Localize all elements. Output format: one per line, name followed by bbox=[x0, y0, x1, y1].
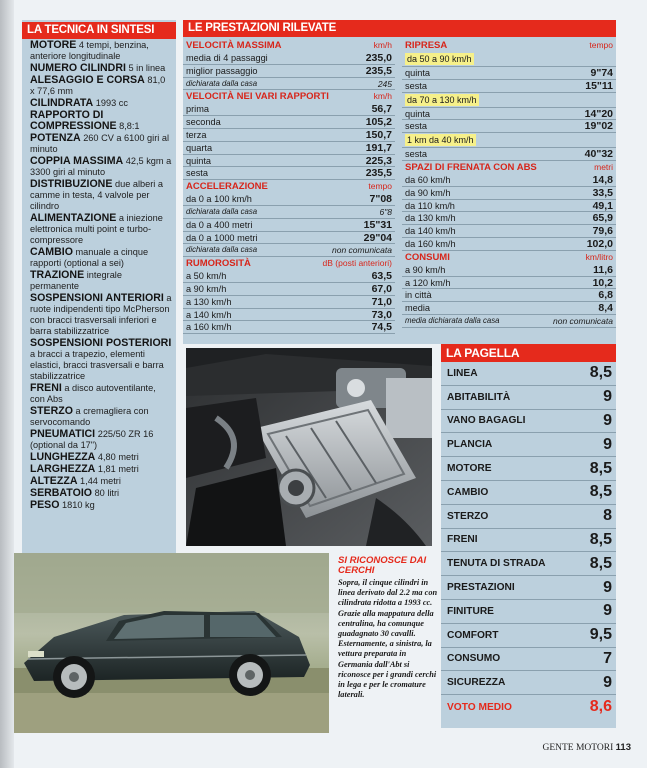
row-label: da 90 km/h bbox=[405, 187, 451, 198]
section-header bbox=[183, 39, 395, 52]
row-value: 6,8 bbox=[598, 289, 613, 302]
data-row bbox=[183, 103, 395, 116]
row-label: quinta bbox=[186, 155, 212, 166]
row-label: seconda bbox=[186, 117, 221, 128]
pagella-label: ABITABILITÀ bbox=[447, 391, 511, 403]
data-row bbox=[183, 65, 395, 78]
row-label: da 160 km/h bbox=[405, 238, 456, 249]
pagella-label: COMFORT bbox=[447, 629, 499, 641]
data-row bbox=[402, 120, 616, 133]
section-title: RIPRESA bbox=[405, 40, 448, 51]
prestazioni-title: LE PRESTAZIONI RILEVATE bbox=[183, 20, 616, 37]
tecnica-panel bbox=[22, 20, 176, 572]
pagella-score: 9 bbox=[603, 435, 612, 453]
row-value: 67,0 bbox=[371, 282, 392, 295]
row-label: da 0 a 400 metri bbox=[186, 219, 253, 230]
row-label: a 90 km/h bbox=[405, 264, 446, 275]
pagella-label: CAMBIO bbox=[447, 486, 489, 498]
spec-value: 8,8:1 bbox=[119, 121, 140, 131]
pagella-score: 8,5 bbox=[589, 554, 612, 572]
spec-value: a cremagliera con servocomando bbox=[30, 406, 149, 427]
row-value: 49,1 bbox=[592, 199, 613, 212]
spec-key: PESO bbox=[30, 499, 60, 511]
pagella-label: PLANCIA bbox=[447, 439, 493, 451]
spec-item bbox=[30, 247, 176, 269]
section-title: VELOCITÀ NEI VARI RAPPORTI bbox=[186, 91, 329, 103]
ripresa-group-label: 1 km da 40 km/h bbox=[407, 135, 474, 146]
spec-key: MOTORE bbox=[30, 39, 77, 51]
caption-title: SI RICONOSCE DAI CERCHI bbox=[338, 555, 427, 576]
spec-item bbox=[30, 500, 176, 511]
voto-medio-row bbox=[441, 695, 616, 719]
section-header bbox=[402, 39, 616, 52]
spec-key: COPPIA MASSIMA bbox=[30, 155, 124, 167]
data-row bbox=[183, 129, 395, 142]
row-value: 10,2 bbox=[592, 276, 613, 289]
spec-key: STERZO bbox=[30, 405, 73, 417]
data-row bbox=[183, 78, 395, 91]
data-row bbox=[183, 321, 395, 334]
spec-key: CILINDRATA bbox=[30, 97, 94, 109]
pagella-score: 9,5 bbox=[589, 626, 612, 644]
pagella-list bbox=[441, 362, 616, 695]
section-title: CONSUMI bbox=[405, 251, 450, 263]
pagella-row bbox=[441, 648, 616, 672]
magazine-name: GENTE MOTORI bbox=[542, 743, 614, 753]
spec-value: 225/50 ZR 16 (optional da 17") bbox=[30, 429, 154, 450]
section-unit: km/litro bbox=[585, 251, 613, 262]
section-header bbox=[183, 90, 395, 103]
pagella-row bbox=[441, 481, 616, 505]
spec-key: SOSPENSIONI ANTERIORI bbox=[30, 292, 164, 304]
tecnica-title: LA TECNICA IN SINTESI bbox=[22, 22, 176, 39]
data-row bbox=[402, 174, 616, 187]
row-value: 9"74 bbox=[590, 67, 613, 79]
pagella-score: 9 bbox=[603, 411, 612, 429]
pagella-score: 8 bbox=[603, 507, 612, 525]
row-value: 71,0 bbox=[371, 295, 392, 308]
row-value: 29"04 bbox=[363, 231, 392, 244]
data-row bbox=[402, 277, 616, 290]
spec-item bbox=[30, 213, 176, 246]
data-row bbox=[183, 206, 395, 219]
pagella-score: 9 bbox=[603, 578, 612, 596]
spec-key: LARGHEZZA bbox=[30, 463, 96, 475]
row-value: 19"02 bbox=[584, 120, 613, 133]
pagella-label: FRENI bbox=[447, 534, 478, 546]
pagella-score: 8,5 bbox=[589, 459, 612, 477]
row-label: quarta bbox=[186, 142, 213, 153]
row-label: da 110 km/h bbox=[405, 200, 455, 211]
section-header bbox=[183, 257, 395, 270]
spec-value: due alberi a camme in testa, 4 valvole per cilindro bbox=[30, 179, 163, 211]
spec-value: manuale a cinque rapporti (optional a sei) bbox=[30, 247, 149, 268]
spec-value: 80 litri bbox=[94, 488, 120, 498]
spec-key: RAPPORTO DI COMPRESSIONE bbox=[30, 109, 117, 132]
row-label: dichiarata dalla casa bbox=[186, 78, 258, 88]
spec-item bbox=[30, 429, 176, 451]
data-row bbox=[183, 219, 395, 232]
row-label: quinta bbox=[405, 68, 431, 78]
row-value: non comunicata bbox=[552, 315, 613, 326]
ripresa-group bbox=[402, 52, 616, 67]
row-value: 33,5 bbox=[592, 186, 613, 199]
pagella-score: 8,5 bbox=[589, 530, 612, 548]
spec-value: a iniezione elettronica multi point e turbo-compressore bbox=[30, 213, 163, 245]
spec-key: NUMERO CILINDRI bbox=[30, 62, 126, 74]
pagella-row bbox=[441, 410, 616, 434]
section-unit: metri bbox=[594, 161, 613, 172]
spec-item bbox=[30, 98, 176, 109]
row-value: 74,5 bbox=[371, 321, 392, 334]
spec-item bbox=[30, 452, 176, 463]
pagella-panel bbox=[441, 344, 616, 728]
spec-value: a bracci a trapezio, elementi elastici, bracci trasversali e barra stabilizzatrice bbox=[30, 349, 164, 381]
pagella-row bbox=[441, 576, 616, 600]
pagella-row bbox=[441, 624, 616, 648]
row-label: media dichiarata dalla casa bbox=[405, 315, 500, 325]
row-value: 40"32 bbox=[584, 148, 613, 161]
page-spine bbox=[0, 0, 14, 768]
pagella-score: 9 bbox=[603, 388, 612, 406]
pagella-row bbox=[441, 600, 616, 624]
data-row bbox=[402, 315, 616, 328]
section-title: ACCELERAZIONE bbox=[186, 181, 268, 193]
ripresa-group bbox=[402, 93, 616, 108]
data-row bbox=[402, 187, 616, 200]
pagella-label: VANO BAGAGLI bbox=[447, 415, 526, 427]
data-row bbox=[402, 212, 616, 225]
pagella-label: CONSUMO bbox=[447, 653, 501, 665]
spec-value: 5 in linea bbox=[128, 63, 166, 73]
spec-value: 1,44 metri bbox=[80, 476, 121, 486]
spec-value: 1,81 metri bbox=[97, 464, 139, 474]
spec-item bbox=[30, 110, 176, 132]
row-value: 14,8 bbox=[592, 173, 613, 186]
spec-key: CAMBIO bbox=[30, 246, 73, 258]
data-row bbox=[183, 142, 395, 155]
row-label: sesta bbox=[405, 80, 427, 91]
page-footer bbox=[542, 742, 631, 753]
row-value: 79,6 bbox=[592, 225, 613, 238]
row-value: 102,0 bbox=[586, 237, 613, 250]
section-header bbox=[183, 180, 395, 193]
row-label: a 50 km/h bbox=[186, 271, 227, 282]
spec-value: 4,80 metri bbox=[97, 452, 139, 462]
ripresa-group bbox=[402, 133, 616, 148]
row-value: 15"31 bbox=[363, 218, 392, 231]
section-title: RUMOROSITÀ bbox=[186, 258, 251, 270]
row-label: quinta bbox=[405, 108, 431, 119]
row-value: 150,7 bbox=[365, 128, 392, 141]
spec-item bbox=[30, 383, 176, 405]
spec-key: DISTRIBUZIONE bbox=[30, 178, 113, 190]
spec-key: ALIMENTAZIONE bbox=[30, 212, 117, 224]
row-value: 8,4 bbox=[598, 302, 613, 315]
pagella-label: STERZO bbox=[447, 510, 489, 522]
row-label: sesta bbox=[405, 121, 427, 132]
pagella-label: LINEA bbox=[447, 367, 478, 379]
row-value: 7"08 bbox=[369, 193, 392, 206]
spec-item bbox=[30, 464, 176, 475]
pagella-label: PRESTAZIONI bbox=[447, 582, 515, 594]
data-row bbox=[402, 200, 616, 213]
data-row bbox=[183, 167, 395, 180]
ripresa-group-label: da 70 a 130 km/h bbox=[407, 94, 477, 105]
row-label: sesta bbox=[186, 168, 208, 179]
row-value: 63,5 bbox=[371, 270, 392, 283]
pagella-score: 8,5 bbox=[589, 483, 612, 501]
section-title: VELOCITÀ MASSIMA bbox=[186, 40, 282, 51]
row-value: 235,5 bbox=[365, 167, 392, 180]
pagella-row bbox=[441, 362, 616, 386]
row-label: dichiarata dalla casa bbox=[186, 206, 258, 216]
spec-value: a disco autoventilante, con Abs bbox=[30, 383, 156, 404]
section-unit: tempo bbox=[589, 40, 613, 50]
voto-medio-score: 8,6 bbox=[589, 698, 612, 716]
row-label: da 130 km/h bbox=[405, 213, 456, 224]
spec-value: 260 CV a 6100 giri al minuto bbox=[30, 133, 169, 154]
row-value: 245 bbox=[377, 78, 392, 89]
pagella-label: FINITURE bbox=[447, 605, 494, 617]
row-label: a 130 km/h bbox=[186, 296, 232, 307]
row-value: 15"11 bbox=[585, 79, 613, 92]
spec-item bbox=[30, 156, 176, 178]
row-label: terza bbox=[186, 129, 207, 140]
data-row bbox=[402, 302, 616, 315]
row-label: miglior passaggio bbox=[186, 65, 258, 76]
row-label: da 0 a 100 km/h bbox=[186, 194, 252, 205]
row-value: 6"8 bbox=[379, 206, 392, 217]
row-value: 191,7 bbox=[365, 141, 392, 154]
spec-item bbox=[30, 40, 176, 62]
row-value: non comunicata bbox=[331, 245, 392, 256]
pagella-score: 9 bbox=[603, 673, 612, 691]
page-number: 113 bbox=[615, 742, 631, 753]
data-row bbox=[402, 148, 616, 161]
engine-photo bbox=[186, 348, 432, 546]
row-value: 235,0 bbox=[365, 52, 392, 64]
section-header bbox=[402, 251, 616, 264]
row-label: dichiarata dalla casa bbox=[186, 245, 258, 255]
spec-item bbox=[30, 63, 176, 74]
data-row bbox=[183, 296, 395, 309]
prestazioni-panel bbox=[183, 20, 616, 344]
data-row bbox=[183, 232, 395, 245]
spec-item bbox=[30, 270, 176, 292]
photo-caption bbox=[338, 556, 438, 700]
section-header bbox=[402, 161, 616, 174]
data-row bbox=[183, 116, 395, 129]
data-row bbox=[402, 108, 616, 121]
row-value: 11,6 bbox=[593, 263, 613, 276]
spec-item bbox=[30, 179, 176, 212]
voto-medio-label: VOTO MEDIO bbox=[447, 701, 512, 713]
row-label: media di 4 passaggi bbox=[186, 53, 268, 63]
section-unit: km/h bbox=[373, 40, 392, 50]
pagella-label: MOTORE bbox=[447, 463, 492, 475]
pagella-row bbox=[441, 552, 616, 576]
pagella-score: 7 bbox=[603, 649, 612, 667]
pagella-row bbox=[441, 386, 616, 410]
pagella-label: SICUREZZA bbox=[447, 677, 506, 689]
data-row bbox=[183, 283, 395, 296]
pagella-score: 9 bbox=[603, 602, 612, 620]
spec-key: ALTEZZA bbox=[30, 475, 78, 487]
spec-key: ALESAGGIO E CORSA bbox=[30, 74, 145, 86]
spec-key: PNEUMATICI bbox=[30, 428, 96, 440]
caption-body: Sopra, il cinque cilindri in linea derivato dal 2.2 ma con cilindrata ridotta a 1993 cc. Grazie alla mappatura della centralina, ha comunque guadagnato 30 cavalli. Esternamente, a sinistra, la vettura preparata in Germania dall'Abt si riconosce per i grandi cerchi in lega e per le cromature laterali. bbox=[338, 578, 438, 700]
row-value: 14"20 bbox=[584, 107, 613, 120]
data-row bbox=[402, 238, 616, 251]
row-label: prima bbox=[186, 104, 209, 115]
spec-value: integrale permanente bbox=[30, 270, 122, 291]
data-row bbox=[402, 289, 616, 302]
row-label: a 140 km/h bbox=[186, 309, 232, 320]
data-row bbox=[183, 244, 395, 257]
spec-item bbox=[30, 75, 176, 97]
spec-value: 1810 kg bbox=[62, 500, 95, 510]
row-label: da 140 km/h bbox=[405, 226, 456, 237]
spec-key: POTENZA bbox=[30, 132, 81, 144]
data-row bbox=[402, 225, 616, 238]
pagella-title: LA PAGELLA bbox=[441, 344, 616, 362]
data-row bbox=[183, 155, 395, 168]
row-value: 225,3 bbox=[365, 154, 392, 167]
row-label: a 120 km/h bbox=[405, 277, 451, 288]
spec-item bbox=[30, 406, 176, 428]
data-row bbox=[183, 52, 395, 65]
spec-item bbox=[30, 293, 176, 337]
spec-item bbox=[30, 133, 176, 155]
spec-value: 4 tempi, benzina, anteriore longitudinale bbox=[30, 40, 149, 61]
data-row bbox=[402, 264, 616, 277]
section-unit: km/h bbox=[373, 91, 392, 102]
pagella-label: TENUTA DI STRADA bbox=[447, 558, 546, 570]
spec-item bbox=[30, 488, 176, 499]
pagella-row bbox=[441, 505, 616, 529]
pagella-row bbox=[441, 671, 616, 695]
spec-list bbox=[30, 40, 176, 511]
data-row bbox=[183, 309, 395, 322]
spec-value: a ruote indipendenti tipo McPherson con bracci trasversali inferiori e barra stabilizzatrice bbox=[30, 293, 172, 336]
prestazioni-right-column bbox=[402, 39, 616, 328]
spec-key: TRAZIONE bbox=[30, 269, 85, 281]
pagella-row bbox=[441, 433, 616, 457]
car-photo bbox=[14, 553, 329, 733]
data-row bbox=[183, 270, 395, 283]
spec-value: 1993 cc bbox=[95, 98, 128, 108]
row-value: 235,5 bbox=[365, 64, 392, 77]
row-label: da 0 a 1000 metri bbox=[186, 232, 258, 243]
section-title: SPAZI DI FRENATA CON ABS bbox=[405, 161, 537, 173]
row-value: 105,2 bbox=[365, 116, 392, 129]
spec-value: 42,5 kgm a 3300 giri al minuto bbox=[30, 156, 172, 177]
data-row bbox=[183, 193, 395, 206]
data-row bbox=[402, 80, 616, 93]
row-label: da 60 km/h bbox=[405, 174, 451, 185]
section-unit: dB (posti anteriori) bbox=[322, 258, 392, 269]
spec-key: SOSPENSIONI POSTERIORI bbox=[30, 337, 172, 349]
ripresa-group-label: da 50 a 90 km/h bbox=[407, 54, 472, 64]
spec-item bbox=[30, 476, 176, 487]
row-label: a 90 km/h bbox=[186, 283, 227, 294]
spec-item bbox=[30, 338, 176, 382]
row-value: 73,0 bbox=[371, 308, 392, 321]
row-label: a 160 km/h bbox=[186, 322, 232, 333]
row-label: sesta bbox=[405, 149, 427, 160]
row-value: 65,9 bbox=[592, 212, 613, 225]
spec-key: LUNGHEZZA bbox=[30, 451, 96, 463]
row-label: media bbox=[405, 303, 431, 314]
spec-key: FRENI bbox=[30, 382, 62, 394]
row-value: 56,7 bbox=[371, 103, 392, 116]
data-row bbox=[402, 67, 616, 80]
pagella-score: 8,5 bbox=[589, 364, 612, 382]
prestazioni-left-column bbox=[183, 39, 395, 334]
row-label: in città bbox=[405, 290, 432, 301]
spec-value: 81,0 x 77,6 mm bbox=[30, 75, 166, 96]
spec-key: SERBATOIO bbox=[30, 487, 92, 499]
section-unit: tempo bbox=[368, 181, 392, 192]
pagella-row bbox=[441, 457, 616, 481]
pagella-row bbox=[441, 529, 616, 553]
